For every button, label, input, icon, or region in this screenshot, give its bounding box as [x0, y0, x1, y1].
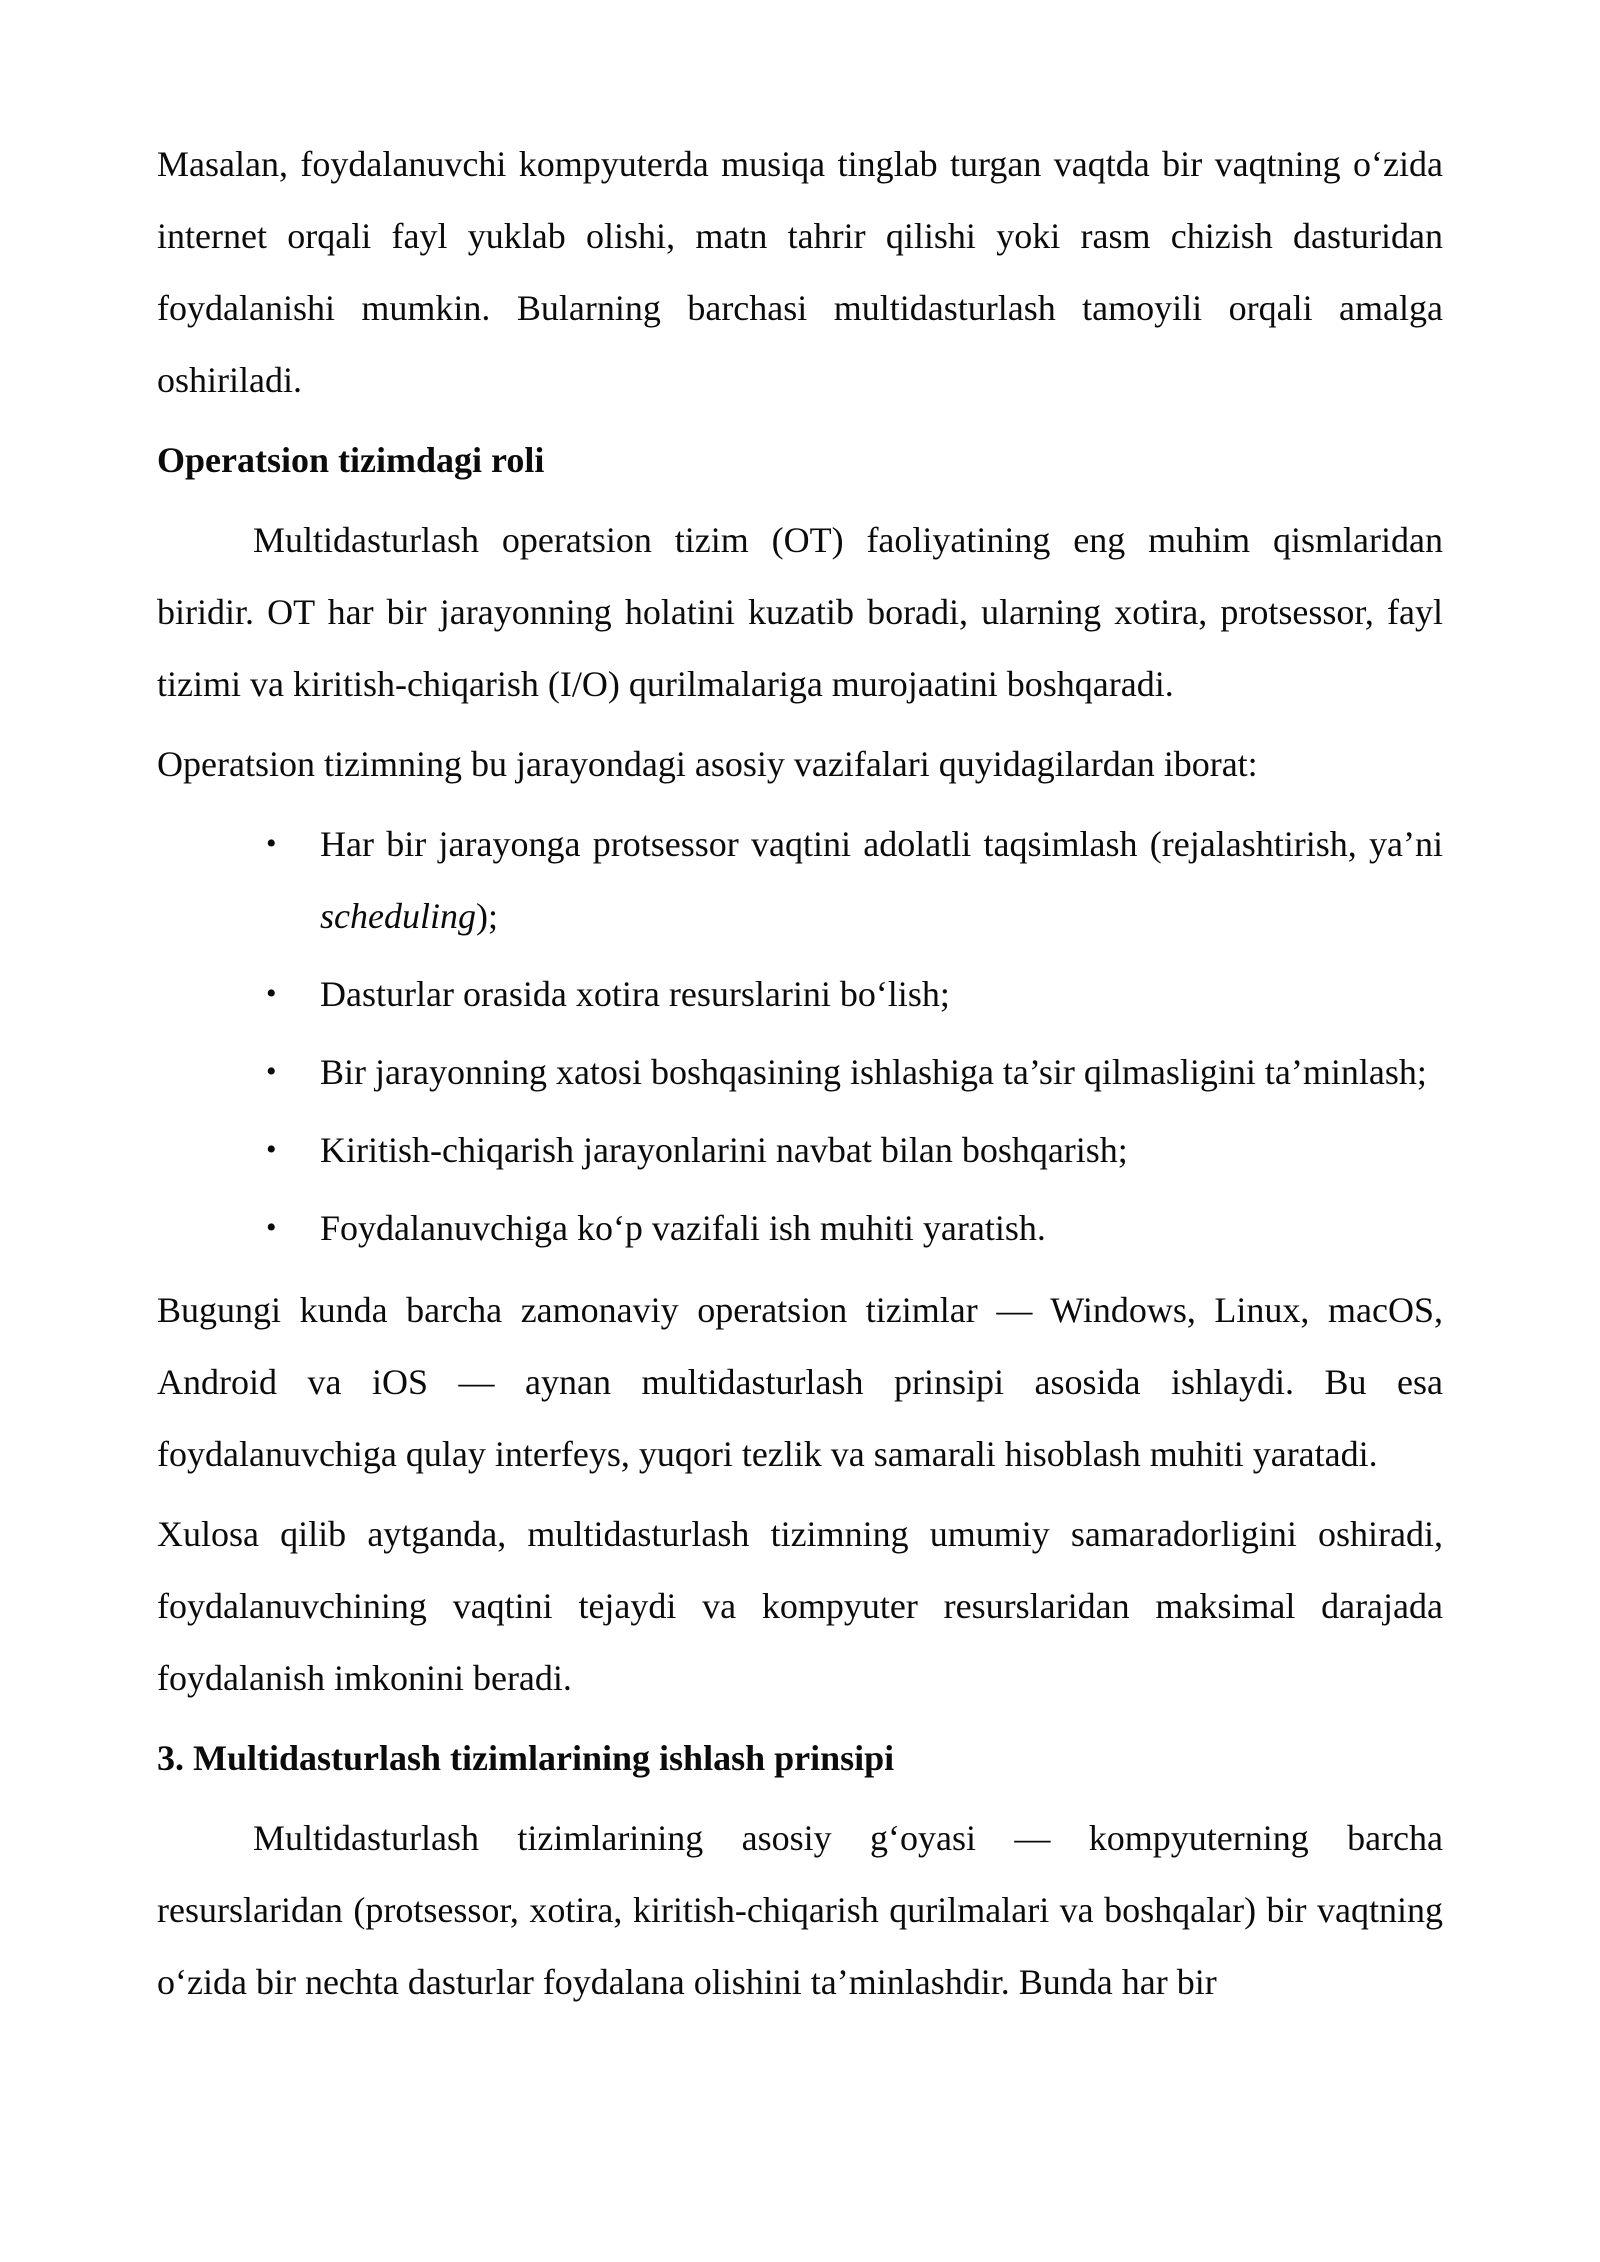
bullet-icon: • [266, 1133, 277, 1166]
task-text: Har bir jarayonga protsessor vaqtini adolatli taqsimlash (rejalashtirish, ya’ni [320, 824, 1443, 864]
tasks-intro-paragraph: Operatsion tizimning bu jarayondagi asosiy vazifalari quyidagilardan iborat: [157, 744, 1258, 784]
conclusion-paragraph: Xulosa qilib aytganda, multidasturlash tizimning umumiy samaradorligini oshiradi, foydalanuvchining vaqtini tejaydi va kompyuter resurslaridan maksimal darajada foydalanish imkonini beradi. [157, 1514, 1443, 1698]
list-item [262, 1114, 1443, 1186]
task-text: Bir jarayonning xatosi boshqasining ishlashiga ta’sir qilmasligini ta’minlash; [320, 1052, 1427, 1092]
bullet-icon: • [266, 1055, 277, 1088]
modern-os-paragraph: Bugungi kunda barcha zamonaviy operatsion tizimlar — Windows, Linux, macOS, Android va iOS — aynan multidasturlash prinsipi asosida ishlaydi. Bu esa foydalanuvchiga qulay interfeys, yuqori tezlik va samarali hisoblash muhiti yaratadi. [157, 1290, 1443, 1474]
intro-paragraph: Masalan, foydalanuvchi kompyuterda musiqa tinglab turgan vaqtda bir vaqtning oʻzida internet orqali fayl yuklab olishi, matn tahrir qilishi yoki rasm chizish dasturidan foydalanishi mumkin. Bularning barchasi multidasturlash tamoyili orqali amalga oshiriladi. [157, 144, 1443, 400]
task-text: Foydalanuvchiga koʻp vazifali ish muhiti yaratish. [320, 1208, 1046, 1248]
list-item [262, 808, 1443, 952]
task-text-italic: scheduling [320, 896, 476, 936]
working-principle-paragraph: Multidasturlash tizimlarining asosiy gʻoyasi — kompyuterning barcha resurslaridan (protsessor, xotira, kiritish-chiqarish qurilmalari va boshqalar) bir vaqtning oʻzida bir nechta dasturlar foydalana olishini ta’minlashdir. Bunda har bir [157, 1818, 1443, 2002]
bullet-icon: • [266, 977, 277, 1010]
bullet-icon: • [266, 827, 277, 860]
list-item [262, 958, 1443, 1030]
tasks-list [157, 808, 1443, 1264]
bullet-icon: • [266, 1211, 277, 1244]
section-heading-os-role: Operatsion tizimdagi roli [157, 440, 545, 480]
task-text-after: ); [475, 896, 498, 936]
list-item [262, 1192, 1443, 1264]
os-role-overview-paragraph: Multidasturlash operatsion tizim (OT) faoliyatining eng muhim qismlaridan biridir. OT har bir jarayonning holatini kuzatib boradi, ularning xotira, protsessor, fayl tizimi va kiritish-chiqarish (I/O) qurilmalariga murojaatini boshqaradi. [157, 520, 1443, 704]
task-text: Kiritish-chiqarish jarayonlarini navbat bilan boshqarish; [320, 1130, 1128, 1170]
task-text: Dasturlar orasida xotira resurslarini boʻlish; [320, 974, 950, 1014]
list-item [262, 1036, 1443, 1108]
section-heading-working-principle: 3. Multidasturlash tizimlarining ishlash prinsipi [157, 1738, 895, 1778]
